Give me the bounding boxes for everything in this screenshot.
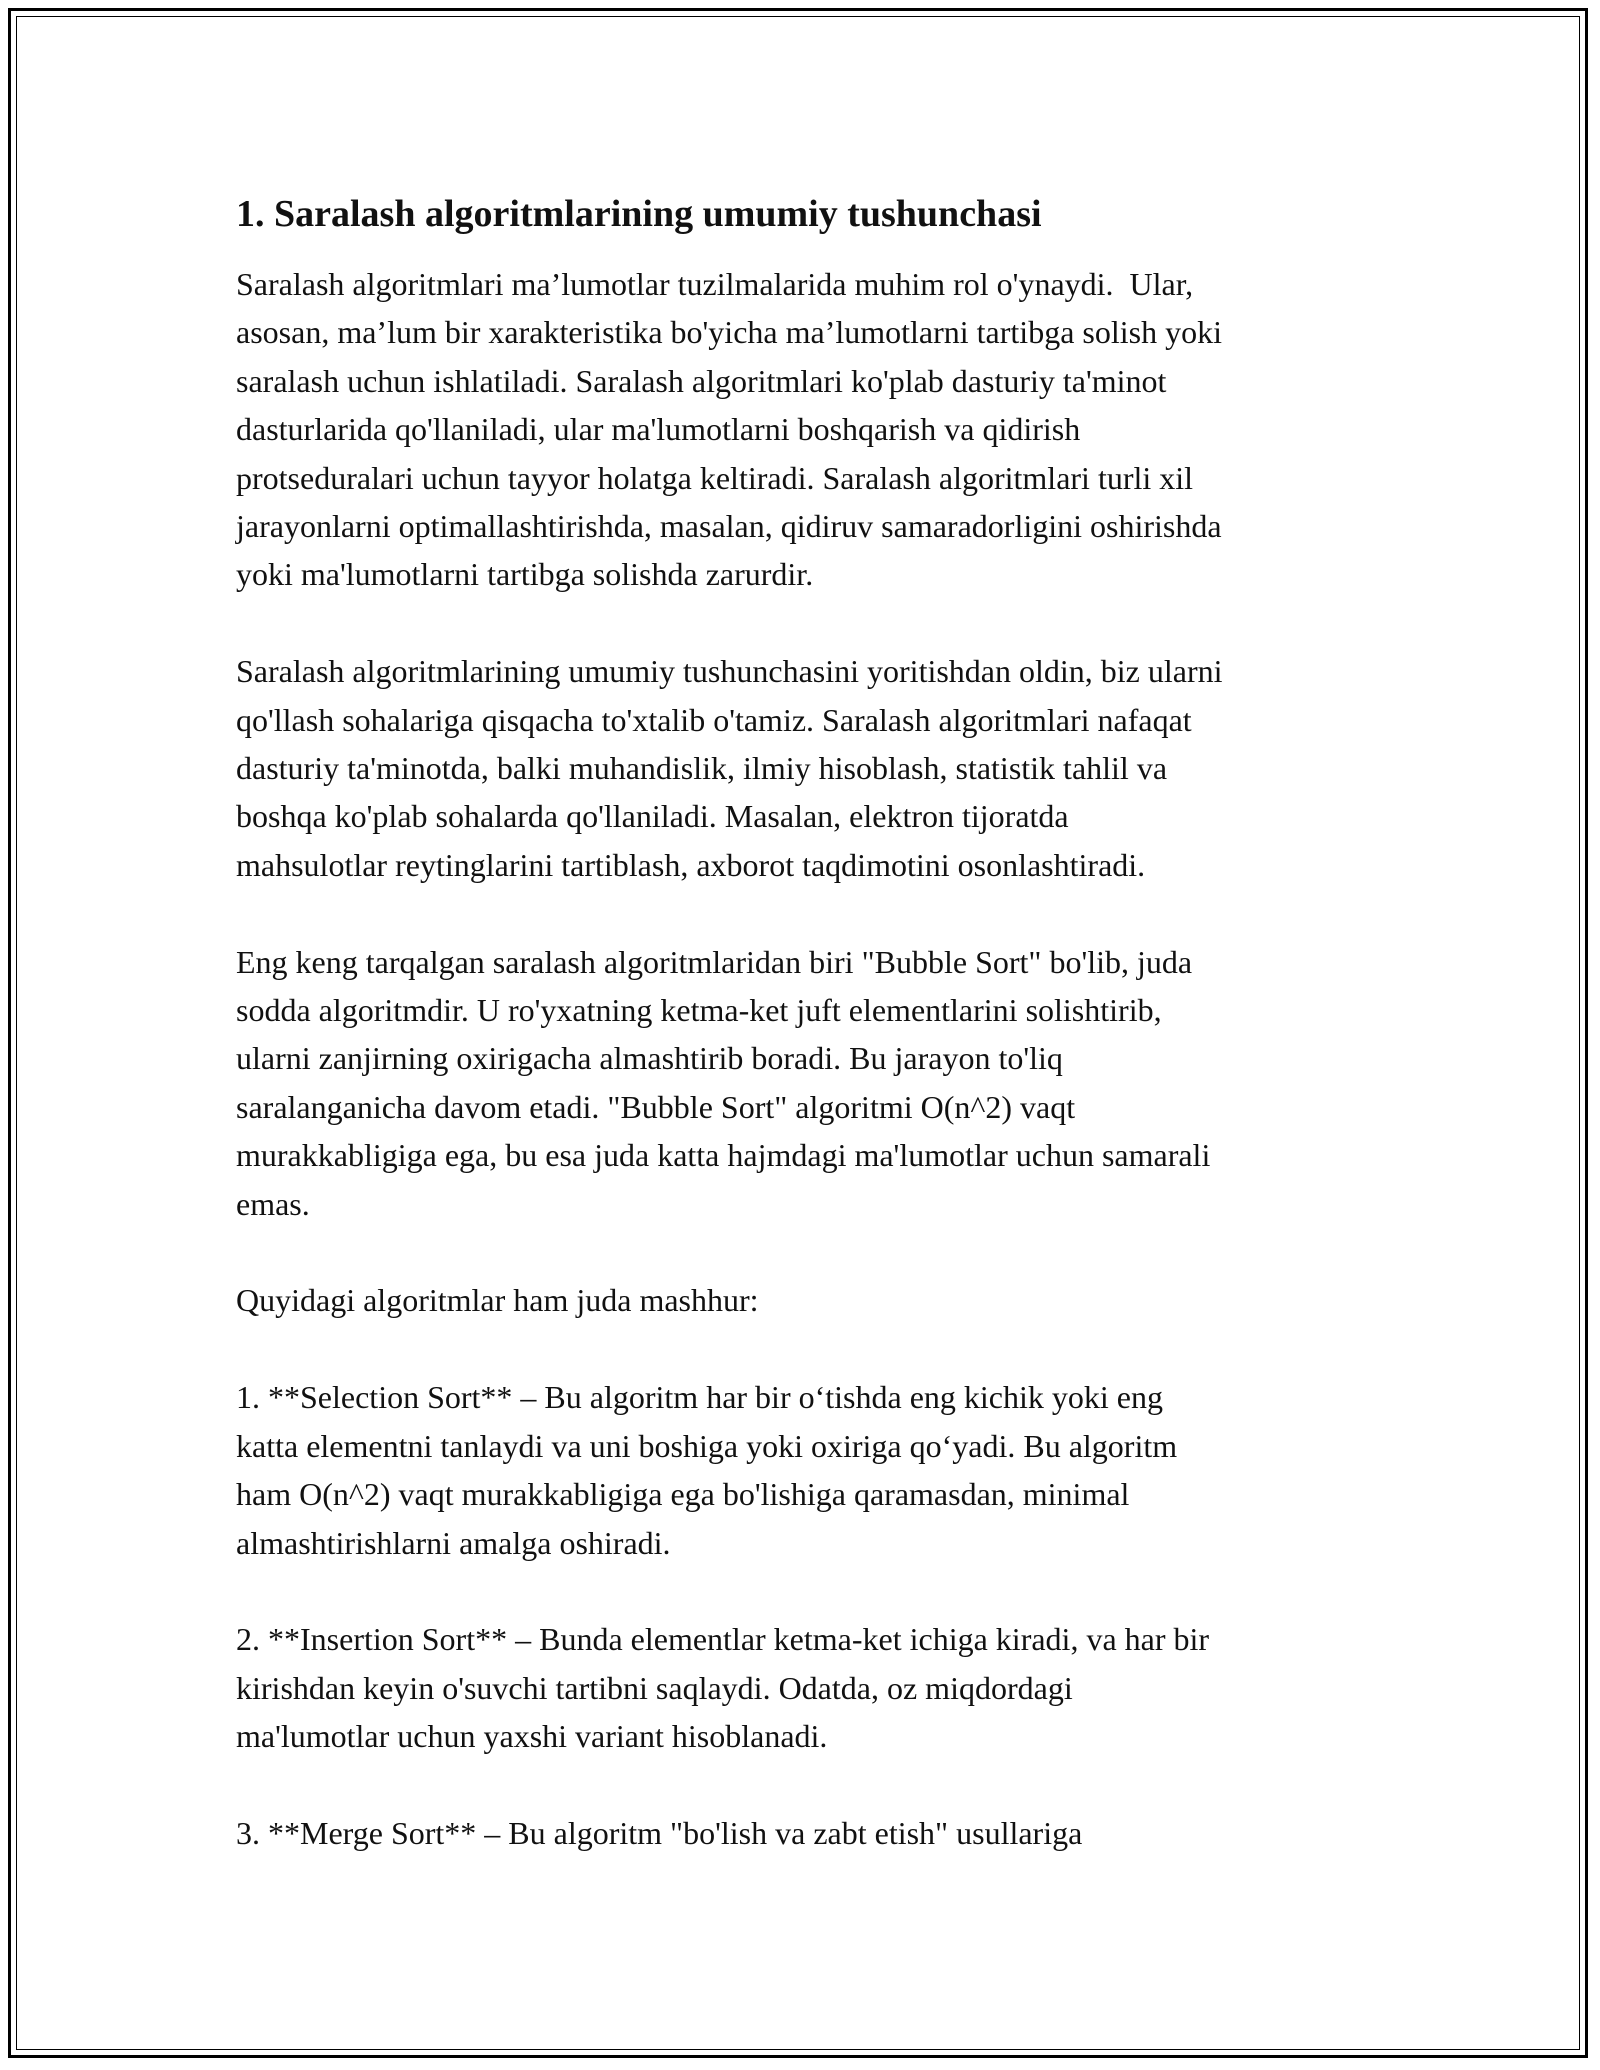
text-line: qo'llash sohalariga qisqacha to'xtalib o'tamiz. Saralash algoritmlari nafaqat <box>236 701 1192 738</box>
text-line: Eng keng tarqalgan saralash algoritmlaridan biri "Bubble Sort" bo'lib, juda <box>236 943 1193 980</box>
text-line: katta elementni tanlaydi va uni boshiga yoki oxiriga qo‘yadi. Bu algoritm <box>236 1427 1178 1464</box>
text-line: boshqa ko'plab sohalarda qo'llaniladi. Masalan, elektron tijoratda <box>236 798 1069 835</box>
text-line: asosan, ma’lum bir xarakteristika bo'yicha ma’lumotlarni tartibga solish yoki <box>236 314 1222 351</box>
text-line: ma'lumotlar uchun yaxshi variant hisoblanadi. <box>236 1718 828 1755</box>
text-line: jarayonlarni optimallashtirishda, masalan, qidiruv samaradorligini oshirishda <box>236 508 1222 545</box>
text-line: Saralash algoritmlarining umumiy tushunchasini yoritishdan oldin, biz ularni <box>236 653 1223 690</box>
paragraph-list-intro <box>236 1276 1376 1324</box>
text-line: sodda algoritmdir. U ro'yxatning ketma-ket juft elementlarini solishtirib, <box>236 992 1162 1029</box>
text-line: dasturiy ta'minotda, balki muhandislik, ilmiy hisoblash, statistik tahlil va <box>236 750 1168 787</box>
text-line: ham O(n^2) vaqt murakkabligiga ega bo'lishiga qaramasdan, minimal <box>236 1476 1130 1513</box>
text-line: murakkabligiga ega, bu esa juda katta hajmdagi ma'lumotlar uchun samarali <box>236 1137 1211 1174</box>
text-line: kirishdan keyin o'suvchi tartibni saqlaydi. Odatda, oz miqdordagi <box>236 1669 1073 1706</box>
text-line: mahsulotlar reytinglarini tartiblash, axborot taqdimotini osonlashtiradi. <box>236 846 1146 883</box>
text-line: Saralash algoritmlari ma’lumotlar tuzilmalarida muhim rol o'ynaydi. Ular, <box>236 266 1194 302</box>
text-line: saralash uchun ishlatiladi. Saralash algoritmlari ko'plab dasturiy ta'minot <box>236 362 1167 399</box>
text-line: yoki ma'lumotlarni tartibga solishda zarurdir. <box>236 556 814 593</box>
document-body <box>236 188 1376 1906</box>
list-item-insertion-sort <box>236 1615 1376 1760</box>
paragraph-applications <box>236 647 1376 889</box>
list-item-merge-sort <box>236 1809 1376 1857</box>
text-line: protseduralari uchun tayyor holatga keltiradi. Saralash algoritmlari turli xil <box>236 459 1194 496</box>
text-line: 1. **Selection Sort** – Bu algoritm har bir o‘tishda eng kichik yoki eng <box>236 1379 1163 1416</box>
paragraph-bubble-sort <box>236 938 1376 1228</box>
text-line: 3. **Merge Sort** – Bu algoritm "bo'lish va zabt etish" usullariga <box>236 1814 1083 1851</box>
text-line: emas. <box>236 1185 310 1222</box>
section-heading: 1. Saralash algoritmlarining umumiy tushunchasi <box>236 193 1042 235</box>
text-line: dasturlarida qo'llaniladi, ular ma'lumotlarni boshqarish va qidirish <box>236 411 1081 448</box>
text-line: 2. **Insertion Sort** – Bunda elementlar ketma-ket ichiga kiradi, va har bir <box>236 1621 1210 1658</box>
text-line: almashtirishlarni amalga oshiradi. <box>236 1524 671 1561</box>
text-line: saralanganicha davom etadi. "Bubble Sort" algoritmi O(n^2) vaqt <box>236 1088 1076 1125</box>
text-line: Quyidagi algoritmlar ham juda mashhur: <box>236 1282 759 1319</box>
list-item-selection-sort <box>236 1373 1376 1567</box>
paragraph-intro <box>236 260 1376 599</box>
text-line: ularni zanjirning oxirigacha almashtirib boradi. Bu jarayon to'liq <box>236 1040 1063 1077</box>
